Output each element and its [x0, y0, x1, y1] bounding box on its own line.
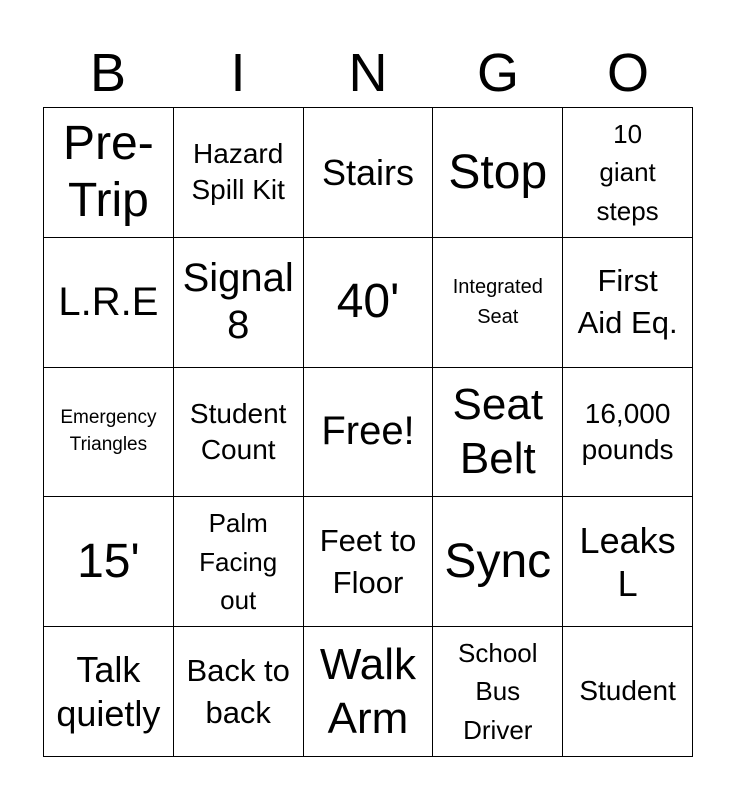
cell-label: Palm Facing out — [199, 508, 278, 616]
cell-label: Feet to Floor — [319, 522, 417, 600]
header-letter-g: G — [476, 43, 519, 103]
cell-label: L.R.E — [58, 279, 159, 324]
cell-label: Hazard Spill Kit — [191, 138, 285, 206]
cell-label: Student — [579, 675, 676, 707]
cell-label: Stairs — [321, 151, 414, 193]
bingo-cell-r4-c2[interactable] — [174, 497, 304, 627]
bingo-cell-r2-c4[interactable] — [433, 238, 563, 368]
bingo-cell-r5-c5[interactable] — [563, 627, 693, 757]
header-letter-o: O — [606, 43, 649, 103]
cell-label: Pre- Trip — [63, 116, 154, 228]
cell-label: Free! — [321, 409, 415, 454]
bingo-cell-r1-c1[interactable] — [44, 108, 174, 238]
cell-label: Emergency Triangles — [60, 407, 157, 455]
bingo-cell-r3-c5[interactable] — [563, 368, 693, 498]
header-letter-n: N — [348, 43, 388, 103]
bingo-cell-r3-c4[interactable] — [433, 368, 563, 498]
cell-label: First Aid Eq. — [577, 263, 678, 341]
bingo-cell-r4-c5[interactable] — [563, 497, 693, 627]
cell-label: Walk Arm — [319, 639, 417, 743]
cell-label: 10 giant steps — [596, 118, 659, 226]
bingo-cell-r5-c3[interactable] — [304, 627, 434, 757]
bingo-cell-r5-c4[interactable] — [433, 627, 563, 757]
header-letter-b: B — [89, 43, 127, 103]
bingo-cell-r4-c4[interactable] — [433, 497, 563, 627]
bingo-cell-r1-c2[interactable] — [174, 108, 304, 238]
bingo-cell-r2-c3[interactable] — [304, 238, 434, 368]
bingo-cell-r5-c2[interactable] — [174, 627, 304, 757]
bingo-board — [43, 107, 693, 757]
cell-label: Sync — [444, 534, 552, 588]
bingo-cell-r4-c3[interactable] — [304, 497, 434, 627]
cell-label: School Bus Driver — [458, 637, 538, 745]
bingo-cell-r3-c3[interactable] — [304, 368, 434, 498]
bingo-cell-r3-c2[interactable] — [174, 368, 304, 498]
cell-label: 15' — [77, 534, 140, 588]
bingo-cell-r1-c3[interactable] — [304, 108, 434, 238]
cell-label: Talk quietly — [56, 649, 161, 734]
cell-label: 40' — [336, 275, 400, 329]
bingo-cell-r2-c5[interactable] — [563, 238, 693, 368]
bingo-cell-r1-c5[interactable] — [563, 108, 693, 238]
cell-label: Leaks L — [579, 519, 676, 604]
header-letter-i: I — [230, 43, 246, 103]
bingo-cell-r2-c1[interactable] — [44, 238, 174, 368]
cell-label: Stop — [448, 145, 548, 199]
bingo-cell-r2-c2[interactable] — [174, 238, 304, 368]
cell-label: Back to back — [186, 652, 290, 730]
cell-label: 16,000 pounds — [581, 397, 674, 465]
cell-label: Student Count — [189, 397, 287, 465]
bingo-cell-r3-c1[interactable] — [44, 368, 174, 498]
bingo-cell-r1-c4[interactable] — [433, 108, 563, 238]
cell-label: Signal 8 — [182, 256, 294, 348]
bingo-header — [43, 40, 693, 106]
bingo-cell-r4-c1[interactable] — [44, 497, 174, 627]
cell-label: Integrated Seat — [452, 276, 543, 329]
cell-label: Seat Belt — [452, 380, 544, 483]
bingo-cell-r5-c1[interactable] — [44, 627, 174, 757]
